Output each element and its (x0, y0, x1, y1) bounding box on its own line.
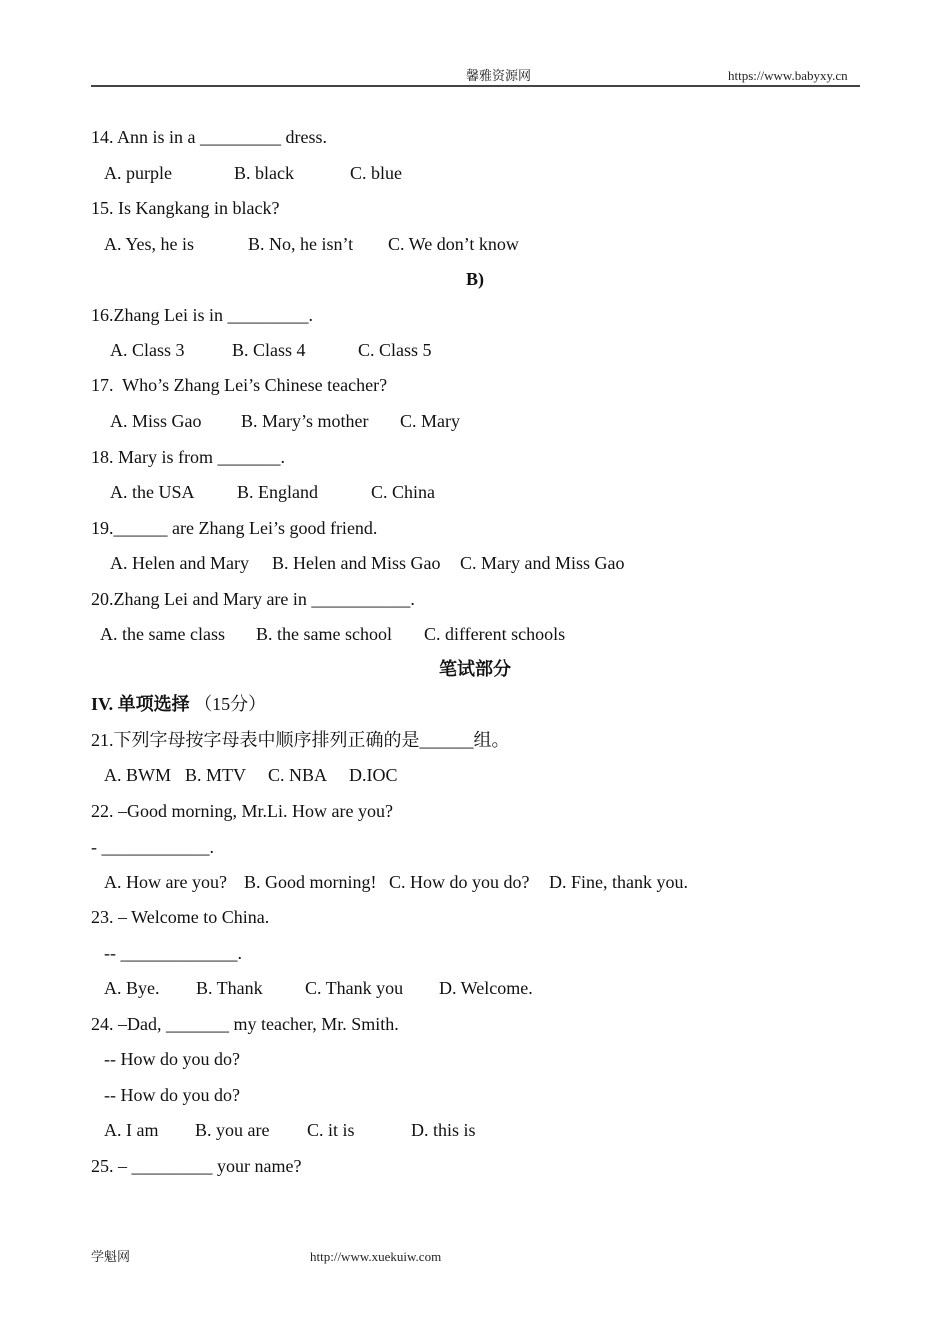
option: B. No, he isn’t (248, 234, 354, 254)
question-24: 24. –Dad, _______ my teacher, Mr. Smith. (91, 1014, 399, 1034)
option: A. the same class (100, 624, 225, 644)
footer-url[interactable]: http://www.xuekuiw.com (310, 1249, 442, 1264)
option: D. Fine, thank you. (549, 872, 688, 892)
option: D. Welcome. (439, 978, 533, 998)
question-14: 14. Ann is in a _________ dress. (91, 127, 327, 147)
option: A. Bye. (104, 978, 160, 998)
option: C. China (371, 482, 436, 502)
option: A. How are you? (104, 872, 227, 892)
option: A. Helen and Mary (110, 553, 249, 573)
option: A. Class 3 (110, 340, 185, 360)
option: B. you are (195, 1120, 270, 1140)
section-iv-score: （15分） (194, 694, 267, 714)
option: B. black (234, 163, 294, 183)
option: B. the same school (256, 624, 392, 644)
option: C. Mary (400, 411, 460, 431)
option: B. Thank (196, 978, 263, 998)
reply-line: -- How do you do? (104, 1049, 240, 1069)
option: B. Helen and Miss Gao (272, 553, 441, 573)
reply-blank: - ____________. (91, 837, 214, 857)
question-18: 18. Mary is from _______. (91, 447, 285, 467)
question-25: 25. – _________ your name? (91, 1156, 302, 1176)
option: D. this is (411, 1120, 476, 1140)
question-20: 20.Zhang Lei and Mary are in ___________. (91, 589, 415, 609)
option: B. Mary’s mother (241, 411, 369, 431)
option: B. England (237, 482, 318, 502)
option: C. blue (350, 163, 402, 183)
section-b-label: B) (466, 269, 484, 289)
option: C. Thank you (305, 978, 404, 998)
option: B. MTV (185, 765, 247, 785)
section-iv-heading (91, 693, 266, 715)
option: A. Yes, he is (104, 234, 195, 254)
question-19: 19.______ are Zhang Lei’s good friend. (91, 518, 378, 538)
option: A. BWM (104, 765, 171, 785)
option: B. Good morning! (244, 872, 377, 892)
header-site-name: 馨雅资源网 (466, 68, 532, 83)
option: A. Miss Gao (110, 411, 202, 431)
option: C. NBA (268, 765, 328, 785)
option: C. it is (307, 1120, 355, 1140)
option: C. We don’t know (388, 234, 519, 254)
section-iv-label: IV. 单项选择 (91, 694, 190, 714)
written-part-title: 笔试部分 (439, 659, 511, 679)
option: A. I am (104, 1120, 159, 1140)
header-rule (91, 85, 860, 87)
option: C. Mary and Miss Gao (460, 553, 625, 573)
option: A. the USA (110, 482, 195, 502)
question-22: 22. –Good morning, Mr.Li. How are you? (91, 801, 393, 821)
question-16: 16.Zhang Lei is in _________. (91, 305, 313, 325)
header-url[interactable]: https://www.babyxy.cn (728, 68, 848, 83)
option: C. different schools (424, 624, 566, 644)
option: C. How do you do? (389, 872, 530, 892)
question-15: 15. Is Kangkang in black? (91, 198, 280, 218)
question-17: 17. Who’s Zhang Lei’s Chinese teacher? (91, 375, 388, 395)
option: B. Class 4 (232, 340, 306, 360)
footer-site-name: 学魁网 (91, 1249, 131, 1264)
question-21: 21.下列字母按字母表中顺序排列正确的是______组。 (91, 730, 510, 750)
question-23: 23. – Welcome to China. (91, 907, 270, 927)
option: A. purple (104, 163, 172, 183)
reply-blank: -- _____________. (104, 943, 242, 963)
reply-line: -- How do you do? (104, 1085, 240, 1105)
option: D.IOC (349, 765, 398, 785)
option: C. Class 5 (358, 340, 432, 360)
